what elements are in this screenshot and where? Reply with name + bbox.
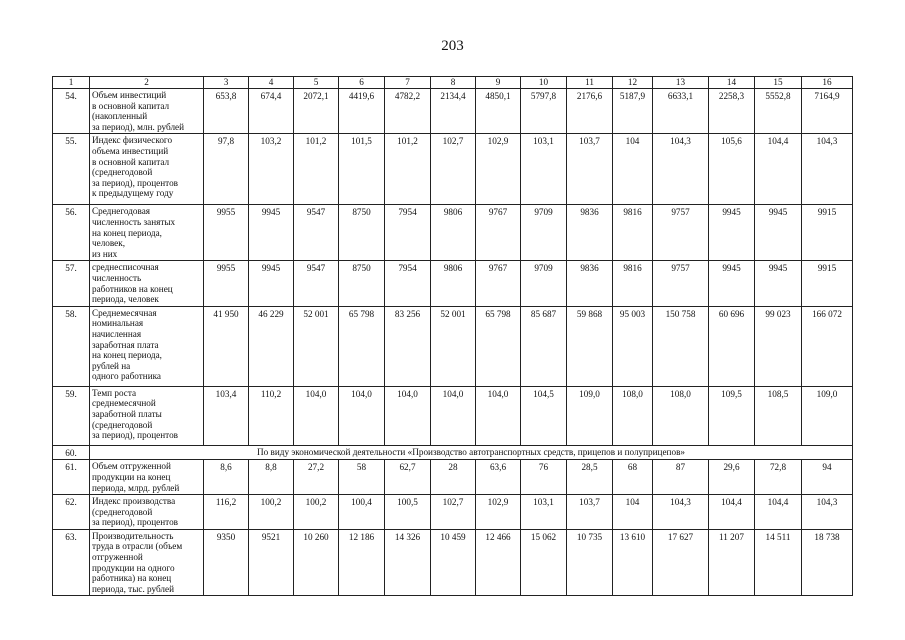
row-name	[90, 89, 204, 134]
value-cell: 9757	[653, 205, 709, 261]
value-cell: 9547	[294, 205, 339, 261]
value-cell: 102,9	[476, 134, 521, 205]
row-name	[90, 134, 204, 205]
value-cell: 108,5	[755, 386, 802, 445]
row-name-line: Среднемесячная	[92, 307, 157, 318]
value-cell: 6633,1	[653, 89, 709, 134]
value-cell: 9757	[653, 261, 709, 306]
value-cell: 27,2	[294, 460, 339, 495]
row-name-line: работников на конец	[92, 283, 173, 294]
row-name	[90, 495, 204, 530]
value-cell: 9816	[613, 261, 653, 306]
row-name-line: рублей на	[92, 360, 131, 371]
value-cell: 674,4	[249, 89, 294, 134]
value-cell: 105,6	[709, 134, 755, 205]
row-name-line: труда в отрасли (объем	[92, 541, 183, 552]
column-header-3: 3	[204, 77, 249, 89]
value-cell: 13 610	[613, 529, 653, 596]
row-name-line: работника) на конец	[92, 573, 172, 584]
value-cell: 8750	[339, 205, 385, 261]
value-cell: 100,4	[339, 495, 385, 530]
value-cell: 87	[653, 460, 709, 495]
row-number: 62.	[53, 495, 90, 530]
value-cell: 104,3	[802, 495, 853, 530]
value-cell: 2176,6	[567, 89, 613, 134]
row-number: 56.	[53, 205, 90, 261]
value-cell: 101,5	[339, 134, 385, 205]
value-cell: 12 466	[476, 529, 521, 596]
value-cell: 103,4	[204, 386, 249, 445]
table-header-row	[53, 77, 853, 89]
row-name	[90, 386, 204, 445]
value-cell: 9955	[204, 205, 249, 261]
row-name-line: заработной платы	[92, 408, 162, 419]
value-cell: 116,2	[204, 495, 249, 530]
table-row	[53, 306, 853, 386]
table-row	[53, 261, 853, 306]
value-cell: 110,2	[249, 386, 294, 445]
value-cell: 103,7	[567, 495, 613, 530]
row-name	[90, 205, 204, 261]
value-cell: 653,8	[204, 89, 249, 134]
value-cell: 9816	[613, 205, 653, 261]
value-cell: 14 326	[385, 529, 431, 596]
value-cell: 85 687	[521, 306, 567, 386]
row-name-line: (среднегодовой	[92, 506, 153, 517]
value-cell: 108,0	[653, 386, 709, 445]
row-name-line: среднесписочная	[92, 262, 159, 273]
row-number: 61.	[53, 460, 90, 495]
row-name-line: объема инвестиций	[92, 145, 169, 156]
value-cell: 103,1	[521, 495, 567, 530]
row-name	[90, 460, 204, 495]
value-cell: 104,3	[802, 134, 853, 205]
value-cell: 8750	[339, 261, 385, 306]
row-number: 58.	[53, 306, 90, 386]
row-name-line: одного работника	[92, 371, 162, 382]
value-cell: 63,6	[476, 460, 521, 495]
value-cell: 9767	[476, 205, 521, 261]
row-name-line: за период), процентов	[92, 430, 179, 441]
value-cell: 76	[521, 460, 567, 495]
value-cell: 104,3	[653, 134, 709, 205]
row-name	[90, 261, 204, 306]
value-cell: 4782,2	[385, 89, 431, 134]
value-cell: 100,2	[294, 495, 339, 530]
value-cell: 28	[431, 460, 476, 495]
row-name-line: численность занятых	[92, 216, 176, 227]
section-heading: По виду экономической деятельности «Производство автотранспортных средств, прицепов и полуприцепов»	[90, 445, 853, 460]
value-cell: 9547	[294, 261, 339, 306]
value-cell: 62,7	[385, 460, 431, 495]
value-cell: 100,5	[385, 495, 431, 530]
value-cell: 4419,6	[339, 89, 385, 134]
value-cell: 9945	[755, 205, 802, 261]
row-number: 60.	[53, 445, 90, 460]
value-cell: 104,0	[385, 386, 431, 445]
column-header-1: 1	[53, 77, 90, 89]
column-header-12: 12	[613, 77, 653, 89]
row-name-line: начисленная	[92, 328, 142, 339]
value-cell: 9521	[249, 529, 294, 596]
row-name-line: Производительность	[92, 530, 174, 541]
value-cell: 58	[339, 460, 385, 495]
value-cell: 104,4	[755, 134, 802, 205]
table-row	[53, 495, 853, 530]
row-name-line: Темп роста	[92, 387, 137, 398]
value-cell: 65 798	[339, 306, 385, 386]
row-name-line: продукции на одного	[92, 562, 175, 573]
row-name-line: (среднегодовой	[92, 167, 153, 178]
column-header-8: 8	[431, 77, 476, 89]
value-cell: 9945	[755, 261, 802, 306]
value-cell: 101,2	[294, 134, 339, 205]
table-row	[53, 386, 853, 445]
value-cell: 104,4	[709, 495, 755, 530]
value-cell: 5552,8	[755, 89, 802, 134]
value-cell: 150 758	[653, 306, 709, 386]
row-name-line: Объем отгруженной	[92, 461, 171, 472]
value-cell: 18 738	[802, 529, 853, 596]
value-cell: 14 511	[755, 529, 802, 596]
value-cell: 104,4	[755, 495, 802, 530]
value-cell: 9350	[204, 529, 249, 596]
value-cell: 29,6	[709, 460, 755, 495]
value-cell: 83 256	[385, 306, 431, 386]
row-name-line: отгруженной	[92, 552, 143, 563]
value-cell: 103,7	[567, 134, 613, 205]
column-header-10: 10	[521, 77, 567, 89]
value-cell: 46 229	[249, 306, 294, 386]
value-cell: 104,0	[339, 386, 385, 445]
value-cell: 104	[613, 134, 653, 205]
column-header-16: 16	[802, 77, 853, 89]
table-row	[53, 205, 853, 261]
value-cell: 9945	[249, 205, 294, 261]
row-number: 59.	[53, 386, 90, 445]
value-cell: 109,0	[567, 386, 613, 445]
column-header-4: 4	[249, 77, 294, 89]
row-name-line: периода, тыс. рублей	[92, 583, 175, 594]
value-cell: 72,8	[755, 460, 802, 495]
row-name-line: численность	[92, 272, 142, 283]
value-cell: 5187,9	[613, 89, 653, 134]
value-cell: 2258,3	[709, 89, 755, 134]
row-number: 57.	[53, 261, 90, 306]
row-name-line: за период), процентов	[92, 177, 179, 188]
row-name-line: на конец периода,	[92, 350, 162, 361]
column-header-13: 13	[653, 77, 709, 89]
value-cell: 95 003	[613, 306, 653, 386]
value-cell: 10 735	[567, 529, 613, 596]
table-row	[53, 529, 853, 596]
row-number: 54.	[53, 89, 90, 134]
value-cell: 8,8	[249, 460, 294, 495]
value-cell: 12 186	[339, 529, 385, 596]
column-header-5: 5	[294, 77, 339, 89]
value-cell: 104,0	[431, 386, 476, 445]
row-name-line: на конец периода,	[92, 227, 162, 238]
column-header-7: 7	[385, 77, 431, 89]
row-name-line: за период), млн. рублей	[92, 121, 185, 132]
row-name-line: Индекс физического	[92, 135, 173, 146]
value-cell: 17 627	[653, 529, 709, 596]
row-name-line: человек,	[92, 238, 125, 249]
value-cell: 103,1	[521, 134, 567, 205]
value-cell: 9955	[204, 261, 249, 306]
value-cell: 7954	[385, 261, 431, 306]
row-name-line: Объем инвестиций	[92, 90, 167, 100]
value-cell: 104	[613, 495, 653, 530]
value-cell: 7954	[385, 205, 431, 261]
page-number: 203	[441, 38, 464, 54]
value-cell: 52 001	[294, 306, 339, 386]
column-header-11: 11	[567, 77, 613, 89]
table-row	[53, 134, 853, 205]
row-name-line: продукции на конец	[92, 471, 171, 482]
value-cell: 65 798	[476, 306, 521, 386]
value-cell: 104,3	[653, 495, 709, 530]
value-cell: 2072,1	[294, 89, 339, 134]
row-name	[90, 306, 204, 386]
value-cell: 41 950	[204, 306, 249, 386]
value-cell: 9709	[521, 205, 567, 261]
column-header-15: 15	[755, 77, 802, 89]
value-cell: 5797,8	[521, 89, 567, 134]
value-cell: 97,8	[204, 134, 249, 205]
value-cell: 104,0	[294, 386, 339, 445]
value-cell: 9806	[431, 261, 476, 306]
value-cell: 8,6	[204, 460, 249, 495]
table-row	[53, 89, 853, 134]
data-table	[52, 76, 853, 596]
row-name-line: заработная плата	[92, 339, 159, 350]
value-cell: 166 072	[802, 306, 853, 386]
value-cell: 28,5	[567, 460, 613, 495]
row-name-line: периода, млрд. рублей	[92, 482, 180, 493]
value-cell: 102,7	[431, 495, 476, 530]
value-cell: 108,0	[613, 386, 653, 445]
value-cell: 9836	[567, 205, 613, 261]
value-cell: 94	[802, 460, 853, 495]
column-header-14: 14	[709, 77, 755, 89]
column-header-2: 2	[90, 77, 204, 89]
row-name-line: за период), процентов	[92, 517, 179, 528]
value-cell: 10 260	[294, 529, 339, 596]
row-name-line: (накопленный	[92, 111, 148, 122]
value-cell: 15 062	[521, 529, 567, 596]
value-cell: 9945	[709, 205, 755, 261]
value-cell: 10 459	[431, 529, 476, 596]
value-cell: 9945	[249, 261, 294, 306]
value-cell: 100,2	[249, 495, 294, 530]
value-cell: 4850,1	[476, 89, 521, 134]
value-cell: 103,2	[249, 134, 294, 205]
row-name-line: среднемесячной	[92, 398, 156, 409]
value-cell: 9767	[476, 261, 521, 306]
value-cell: 109,5	[709, 386, 755, 445]
column-header-9: 9	[476, 77, 521, 89]
column-header-6: 6	[339, 77, 385, 89]
value-cell: 9806	[431, 205, 476, 261]
value-cell: 9709	[521, 261, 567, 306]
value-cell: 59 868	[567, 306, 613, 386]
row-name-line: из них	[92, 248, 118, 259]
row-name-line: к предыдущему году	[92, 188, 174, 199]
value-cell: 2134,4	[431, 89, 476, 134]
value-cell: 11 207	[709, 529, 755, 596]
value-cell: 60 696	[709, 306, 755, 386]
value-cell: 99 023	[755, 306, 802, 386]
value-cell: 101,2	[385, 134, 431, 205]
value-cell: 102,9	[476, 495, 521, 530]
value-cell: 102,7	[431, 134, 476, 205]
value-cell: 9915	[802, 261, 853, 306]
row-number: 63.	[53, 529, 90, 596]
row-number: 55.	[53, 134, 90, 205]
value-cell: 7164,9	[802, 89, 853, 134]
value-cell: 9836	[567, 261, 613, 306]
value-cell: 52 001	[431, 306, 476, 386]
row-name-line: Индекс производства	[92, 496, 176, 507]
value-cell: 109,0	[802, 386, 853, 445]
value-cell: 68	[613, 460, 653, 495]
value-cell: 104,5	[521, 386, 567, 445]
row-name-line: номинальная	[92, 318, 144, 329]
table-row	[53, 445, 853, 460]
value-cell: 9945	[709, 261, 755, 306]
row-name-line: периода, человек	[92, 294, 159, 305]
row-name-line: (среднегодовой	[92, 419, 153, 430]
row-name-line: Среднегодовая	[92, 206, 151, 217]
value-cell: 9915	[802, 205, 853, 261]
row-name-line: в основной капитал	[92, 156, 170, 167]
row-name-line: в основной капитал	[92, 100, 170, 111]
row-name	[90, 529, 204, 596]
table-row	[53, 460, 853, 495]
value-cell: 104,0	[476, 386, 521, 445]
